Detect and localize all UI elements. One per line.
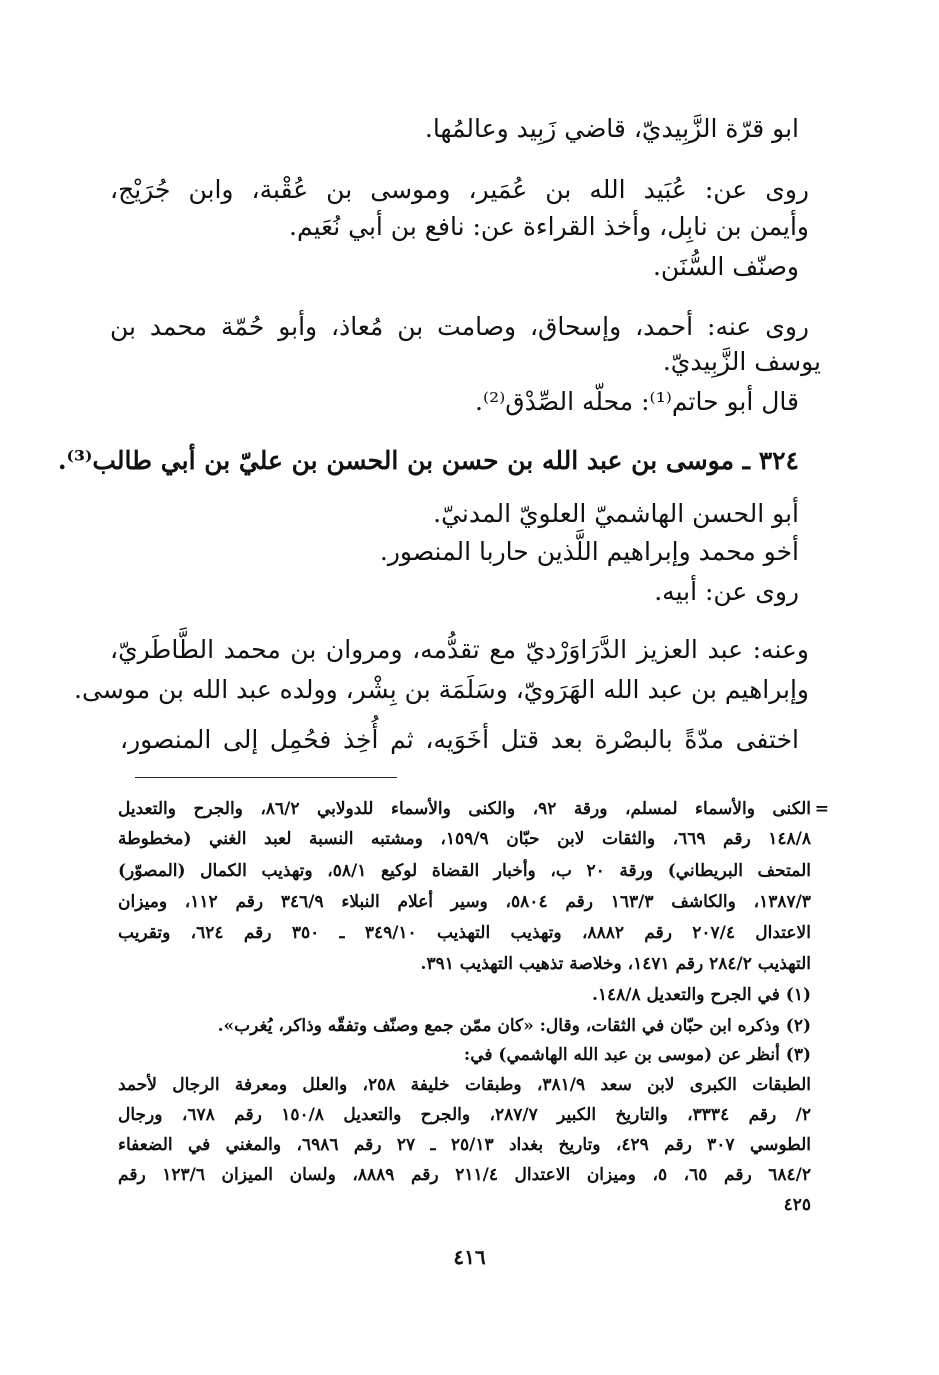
footnote-line: ٤٢٥ — [783, 1195, 811, 1215]
text-line: أخو محمد وإبراهيم اللَّذين حاربا المنصور. — [379, 537, 799, 566]
footnote-2: (٢) وذكره ابن حبّان في الثقات، وقال: «كان ممّن جمع وصنّف وتفقّه وذاكر، يُغرب». — [217, 1016, 811, 1036]
text-line: أبو الحسن الهاشميّ العلويّ المدنيّ. — [433, 499, 799, 528]
footnote-line: ١٣٨٧/٣، والكاشف ١٦٣/٣ رقم ٥٨٠٤، وسير أعلام النبلاء ٣٤٦/٩ رقم ١١٢، وميزان — [118, 892, 811, 912]
footnote-line: الطوسي ٣٠٧ رقم ٤٢٩، وتاريخ بغداد ٢٥/١٣ ـ ٢٧ رقم ٦٩٨٦، والمغني في الضعفاء — [118, 1135, 811, 1155]
footnote-line: المتحف البريطاني) ورقة ٢٠ ب، وأخبار القضاة لوكيع ٥٨/١، وتهذيب الكمال (المصوّر) — [118, 861, 811, 881]
text-line: قال أبو حاتم⁽¹⁾: محلّه الصِّدْق⁽²⁾. — [475, 387, 799, 416]
text-line: اختفى مدّةً بالبصْرة بعد قتل أخَوَيه، ثم أُخِذ فحُمِل إلى المنصور، — [120, 725, 799, 754]
page-number: ٤١٦ — [453, 1245, 486, 1269]
footnote-line: ٦٨٤/٢ رقم ٦٥، ٥، وميزان الاعتدال ٢١١/٤ رقم ٨٨٨٩، ولسان الميزان ١٢٣/٦ رقم — [118, 1165, 811, 1185]
text-line: ابو قرّة الزَّبِيديّ، قاضي زَبِيد وعالمُها. — [424, 114, 799, 143]
text-line: وصنّف السُّنَن. — [652, 252, 799, 281]
footnote-line: ٢/ رقم ٣٣٣٤، والتاريخ الكبير ٢٨٧/٧، والجرح والتعديل ١٥٠/٨ رقم ٦٧٨، ورجال — [118, 1105, 811, 1125]
footnote-line: ١٤٨/٨ رقم ٦٦٩، والثقات لابن حبّان ١٥٩/٩، ومشتبه النسبة لعبد الغني (مخطوطة — [118, 829, 811, 849]
entry-heading: ٣٢٤ ـ موسى بن عبد الله بن حسن بن الحسن بن عليّ بن أبي طالب⁽³⁾. — [57, 446, 799, 475]
text-line: روى عن: عُبَيد الله بن عُمَير، وموسى بن عُقْبة، وابن جُرَيْج، — [110, 175, 809, 204]
text-line: يوسف الزَّبِيديّ. — [662, 347, 821, 376]
footnote-3: (٣) أنظر عن (موسى بن عبد الله الهاشمي) في: — [463, 1045, 811, 1065]
footnote-separator — [135, 777, 397, 778]
footnote-line: الاعتدال ٢٠٧/٤ رقم ٨٨٨٢، وتهذيب التهذيب ٣٤٩/١٠ ـ ٣٥٠ رقم ٦٢٤، وتقريب — [118, 923, 811, 943]
footnote-line: الطبقات الكبرى لابن سعد ٣٨١/٩، وطبقات خليفة ٢٥٨، والعلل ومعرفة الرجال لأحمد — [118, 1075, 811, 1095]
text-line: وعنه: عبد العزيز الدَّرَاوَرْديّ مع تقدُّمه، ومروان بن محمد الطَّاطَريّ، — [110, 635, 809, 664]
footnote-1: (١) في الجرح والتعديل ١٤٨/٨. — [591, 985, 811, 1005]
text-line: روى عن: أبيه. — [654, 577, 799, 606]
text-line: روى عنه: أحمد، وإسحاق، وصامت بن مُعاذ، وأبو حُمّة محمد بن — [110, 312, 809, 341]
text-line: وإبراهيم بن عبد الله الهَرَويّ، وسَلَمَة بن بِشْر، وولده عبد الله بن موسى. — [74, 675, 809, 704]
text-line: وأيمن بن نابِل، وأخذ القراءة عن: نافع بن أبي نُعَيم. — [289, 212, 809, 241]
footnote-line: التهذيب ٢٨٤/٢ رقم ١٤٧١، وخلاصة تذهيب التهذيب ٣٩١. — [420, 954, 811, 974]
footnote-line: الكنى والأسماء لمسلم، ورقة ٩٢، والكنى والأسماء للدولابي ٨٦/٢، والجرح والتعديل — [118, 799, 811, 819]
continuation-marker: = — [814, 799, 829, 819]
